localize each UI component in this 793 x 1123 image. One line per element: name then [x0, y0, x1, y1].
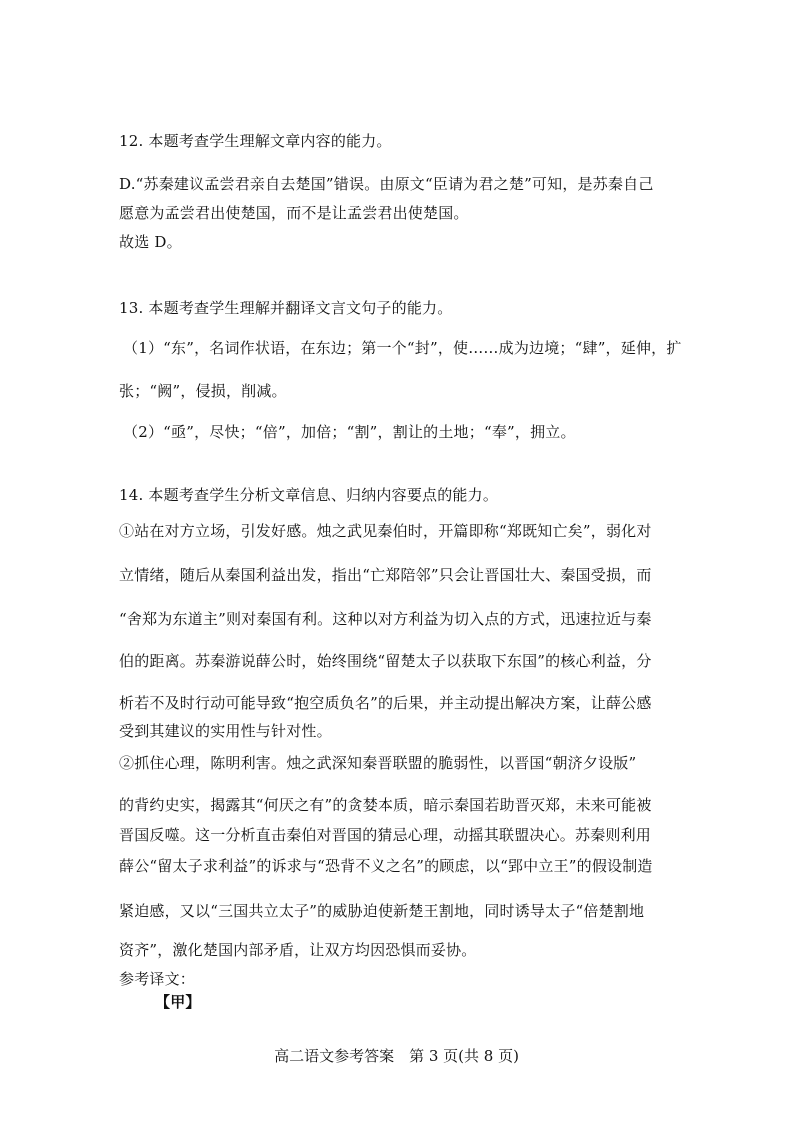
q13-part2: （2）“亟”，尽快；“倍”，加倍；“割”，割让的土地；“奉”，拥立。	[123, 423, 576, 441]
q14-point1-line-6: 受到其建议的实用性与针对性。	[119, 722, 332, 740]
q14-point2-line-2: 的背约史实，揭露其“何厌之有”的贪婪本质，暗示秦国若助晋灭郑，未来可能被	[119, 796, 652, 814]
q14-point1-line-1: ①站在对方立场，引发好感。烛之武见秦伯时，开篇即称“郑既知亡矣”，弱化对	[119, 522, 652, 540]
q13-part1-line-1: （1）“东”，名词作状语，在东边；第一个“封”，使……成为边境；“肆”，延伸，扩	[123, 339, 682, 357]
q12-heading: 12. 本题考查学生理解文章内容的能力。	[119, 132, 392, 150]
q13-heading: 13. 本题考查学生理解并翻译文言文句子的能力。	[119, 299, 453, 317]
section-jia-label: 【甲】	[155, 993, 201, 1011]
q14-point2-line-3: 晋国反噬。这一分析直击秦伯对晋国的猜忌心理，动摇其联盟决心。苏秦则利用	[119, 826, 652, 844]
q14-point1-line-3: “舍郑为东道主”则对秦国有利。这种以对方利益为切入点的方式，迅速拉近与秦	[119, 610, 652, 628]
q13-part1-line-2: 张；“阙”，侵损，削减。	[119, 382, 287, 400]
q14-point2-line-5: 紧迫感，又以“三国共立太子”的威胁迫使新楚王割地，同时诱导太子“倍楚割地	[119, 902, 645, 920]
q12-choice: 故选 D。	[119, 233, 182, 251]
q14-point1-line-5: 析若不及时行动可能导致“抱空质负名”的后果，并主动提出解决方案，让薛公感	[119, 694, 652, 712]
q14-heading: 14. 本题考查学生分析文章信息、归纳内容要点的能力。	[119, 486, 499, 504]
q14-point2-line-1: ②抓住心理，陈明利害。烛之武深知秦晋联盟的脆弱性，以晋国“朝济夕设版”	[119, 754, 637, 772]
q14-point1-line-4: 伯的距离。苏秦游说薛公时，始终围绕“留楚太子以获取下东国”的核心利益，分	[119, 652, 652, 670]
translation-heading: 参考译文：	[119, 970, 196, 988]
q14-point2-line-4: 薛公“留太子求利益”的诉求与“恐背不义之名”的顾虑，以“郢中立王”的假设制造	[119, 857, 653, 875]
q14-point2-line-6: 资齐”，激化楚国内部矛盾，让双方均因恐惧而妥协。	[119, 941, 477, 959]
q12-answer-line-1: D.“苏秦建议孟尝君亲自去楚国”错误。由原文“臣请为君之楚”可知，是苏秦自己	[119, 175, 654, 193]
q12-answer-line-2: 愿意为孟尝君出使楚国，而不是让孟尝君出使楚国。	[119, 204, 469, 222]
page-footer: 高二语文参考答案 第 3 页(共 8 页)	[274, 1047, 519, 1065]
q14-point1-line-2: 立情绪，随后从秦国利益出发，指出“亡郑陪邻”只会让晋国壮大、秦国受损，而	[119, 566, 652, 584]
